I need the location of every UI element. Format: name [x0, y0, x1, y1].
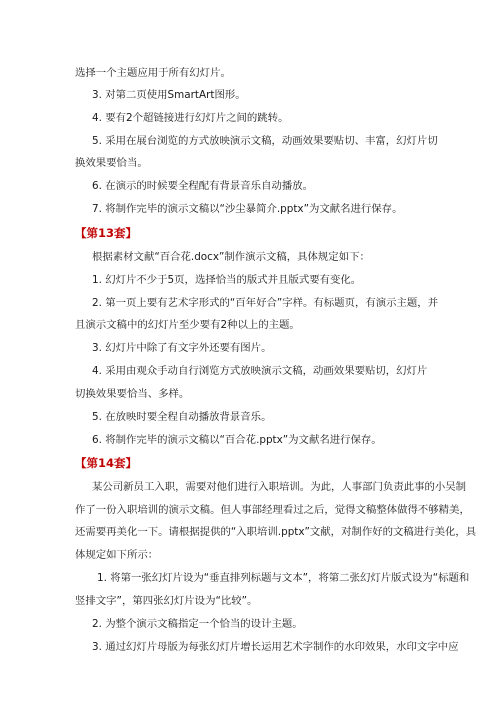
set14-line: 3. 通过幻灯片母版为每张幻灯片增长运用艺术字制作的水印效果，水印文字中应 — [92, 641, 459, 653]
set14-line: 竖排文字”，第四张幻灯片设为“比较”。 — [75, 595, 258, 607]
set14-line: 体规定如下所示： — [75, 549, 159, 561]
set13-line: 2. 第一页上要有艺术字形式的“百年好合”字样。有标题页，有演示主题，并 — [92, 297, 439, 309]
set13-line: 5. 在放映时要全程自动播放背景音乐。 — [92, 411, 272, 423]
set13-line: 切换效果要恰当、多样。 — [75, 388, 190, 400]
set12-item: 3. 对第二页使用SmartArt图形。 — [92, 89, 246, 101]
set13-line: 6. 将制作完毕的演示文稿以“百合花.pptx”为文献名进行保存。 — [92, 434, 382, 446]
set13-line: 4. 采用由观众手动自行浏览方式放映演示文稿，动画效果要贴切，幻灯片 — [92, 365, 428, 377]
set13-line: 3. 幻灯片中除了有文字外还要有图片。 — [92, 342, 272, 354]
set13-line: 且演示文稿中的幻灯片至少要有2种以上的主题。 — [75, 319, 300, 331]
set13-line: 1. 幻灯片不少于5页，选择恰当的版式并且版式要有变化。 — [92, 274, 362, 286]
set14-line: 某公司新员工入职，需要对他们进行入职培训。为此，人事部门负责此事的小吴制 — [92, 481, 467, 493]
set12-item: 7. 将制作完毕的演示文稿以“沙尘暴简介.pptx”为文献名进行保存。 — [92, 203, 403, 215]
set14-line: 作了一份入职培训的演示文稿。但人事部经理看过之后，觉得文稿整体做得不够精美， — [75, 504, 470, 516]
set14-line: 还需要再美化一下。请根据提供的“入职培训.pptx”文献，对制作好的文稿进行美化，具 — [75, 526, 477, 538]
set14-line: 1. 将第一张幻灯片设为“垂直排列标题与文本”，将第二张幻灯片版式设为“标题和 — [97, 572, 470, 584]
set12-item: 6. 在演示的时候要全程配有背景音乐自动播放。 — [92, 180, 314, 192]
set13-line: 根据素材文献“百合花.docx”制作演示文稿，具体规定如下： — [92, 251, 370, 263]
intro-line: 选择一个主题应用于所有幻灯片。 — [75, 67, 231, 79]
set12-item: 4. 要有2个超链接进行幻灯片之间的跳转。 — [92, 112, 289, 124]
set12-item: 换效果要恰当。 — [75, 157, 148, 169]
set13-heading: 【第13套】 — [75, 226, 138, 240]
set14-heading: 【第14套】 — [75, 456, 138, 470]
set14-line: 2. 为整个演示文稿指定一个恰当的设计主题。 — [92, 618, 303, 630]
set12-item: 5. 采用在展台浏览的方式放映演示文稿，动画效果要贴切、丰富，幻灯片切 — [92, 135, 438, 147]
